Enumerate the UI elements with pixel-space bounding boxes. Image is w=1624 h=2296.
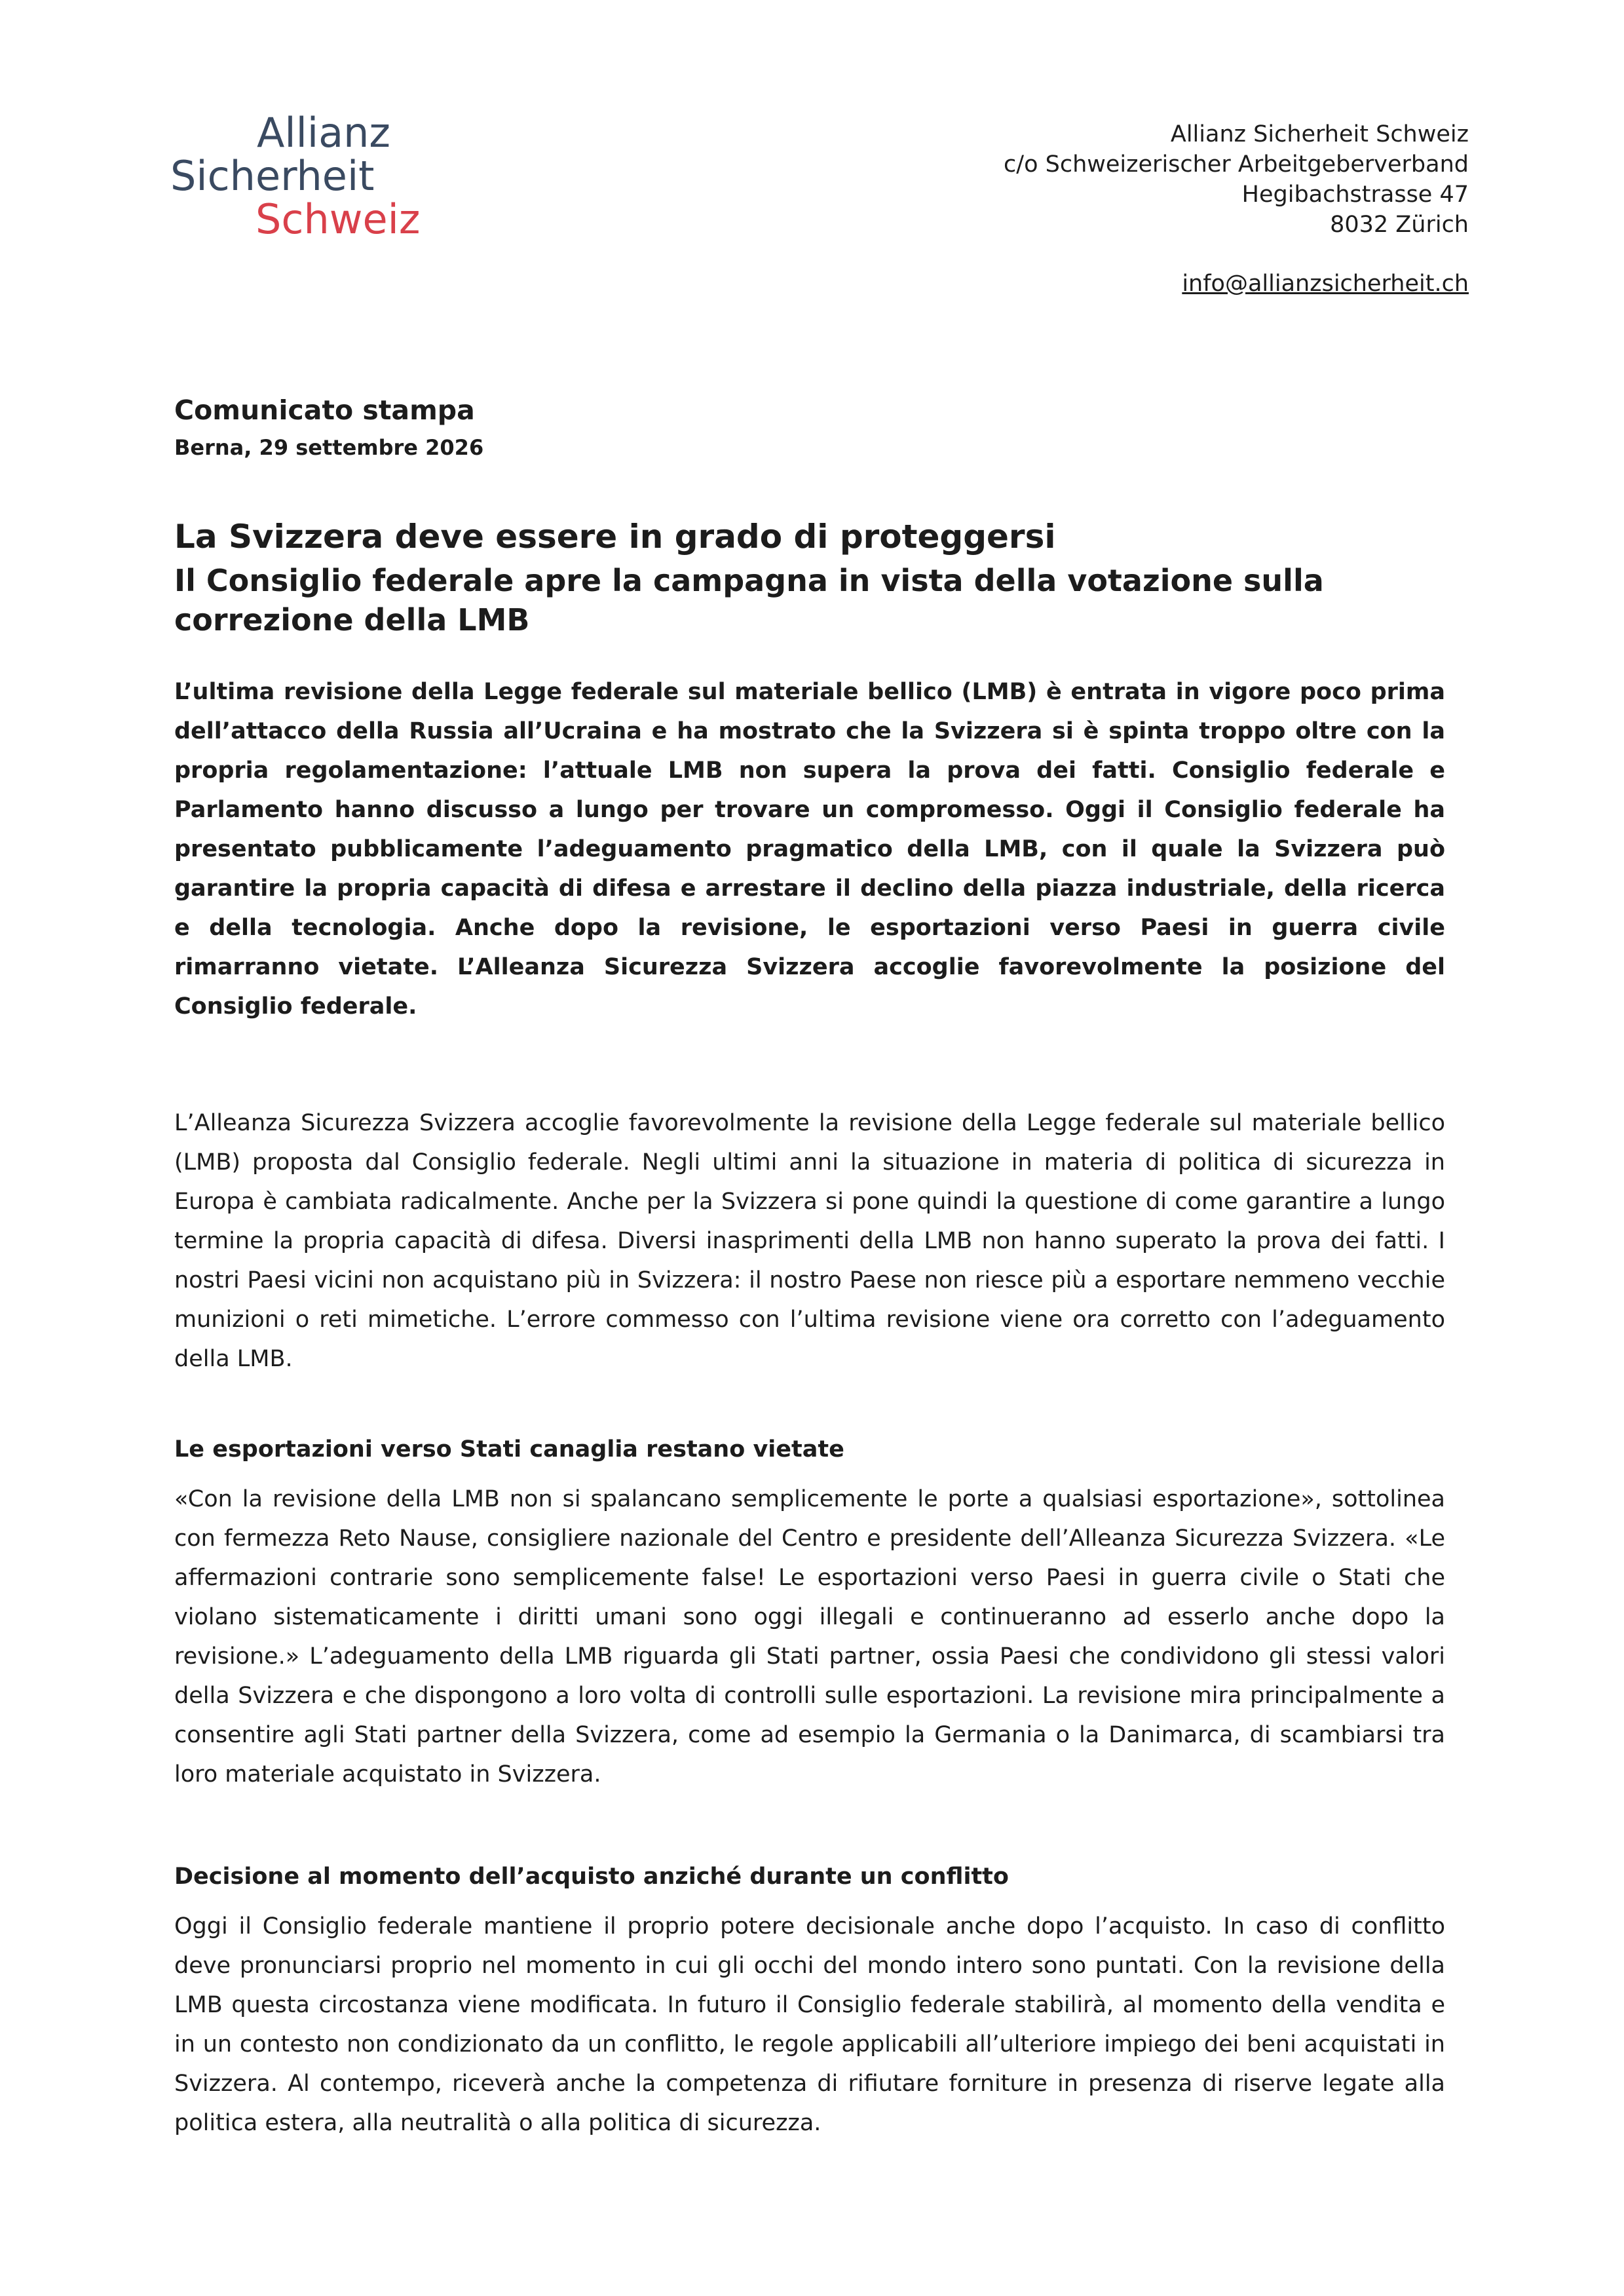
section-body-exports: «Con la revisione della LMB non si spalancano semplicemente le porte a qualsiasi esportazione», sottolinea con fermezza Reto Nause, consigliere nazionale del Centro e presidente dell’Alleanza Sicurezza Svizzera. «Le affermazioni contrarie sono semplicemente false! Le esportazioni verso Paesi in guerra civile o Stati che violano sistematicamente i diritti umani sono oggi illegali e continueranno ad esserlo anche dopo la revisione.» L’adeguamento della LMB riguarda gli Stati partner, ossia Paesi che condividono gli stessi valori della Svizzera e che dispongono a loro volta di controlli sulle esportazioni. La revisione mira principalmente a consentire agli Stati partner della Svizzera, come ad esempio la Germania o la Danimarca, di scambiarsi tra loro materiale acquistato in Svizzera. [174, 1486, 1445, 1788]
logo-line-sicherheit: Sicherheit [170, 152, 375, 200]
section-body-decision: Oggi il Consiglio federale mantiene il proprio potere decisionale anche dopo l’acquisto. In caso di conflitto deve pronunciarsi proprio nel momento in cui gli occhi del mondo intero sono puntati. Con la revisione della LMB questa circostanza viene modificata. In futuro il Consiglio federale stabilirà, al momento della vendita e in un contesto non condizionato da un conflitto, le regole applicabili all’ulteriore impiego dei beni acquistati in Svizzera. Al contempo, riceverà anche la competenza di rifiutare forniture in presenza di riserve legate alla politica estera, alla neutralità o alla politica di sicurezza. [174, 1913, 1445, 2136]
subheadline: Il Consiglio federale apre la campagna in vista della votazione sulla correzione della LMB [174, 563, 1324, 638]
sender-address [1004, 119, 1469, 299]
logo-line-schweiz: Schweiz [255, 195, 421, 243]
section-title-decision: Decisione al momento dell’acquisto anziché durante un conflitto [174, 1864, 1009, 1890]
email-link[interactable]: info@allianzsicherheit.ch [1182, 271, 1469, 297]
intro-paragraph: L’Alleanza Sicurezza Svizzera accoglie favorevolmente la revisione della Legge federale sul materiale bellico (LMB) proposta dal Consiglio federale. Negli ultimi anni la situazione in materia di politica di sicurezza in Europa è cambiata radicalmente. Anche per la Svizzera si pone quindi la questione di come garantire a lungo termine la propria capacità di difesa. Diversi inasprimenti della LMB non hanno superato la prova dei fatti. I nostri Paesi vicini non acquistano più in Svizzera: il nostro Paese non riesce più a esportare nemmeno vecchie munizioni o reti mimetiche. L’errore commesso con l’ultima revisione viene ora corretto con l’adeguamento della LMB. [174, 1110, 1445, 1372]
section-title-exports: Le esportazioni verso Stati canaglia restano vietate [174, 1436, 844, 1463]
headline: La Svizzera deve essere in grado di proteggersi [174, 518, 1056, 556]
release-date: Berna, 29 settembre 2026 [174, 435, 484, 460]
press-release-body [174, 393, 1445, 2143]
logo-line-allianz: Allianz [257, 109, 390, 157]
address-city: 8032 Zürich [1330, 212, 1469, 238]
address-name: Allianz Sicherheit Schweiz [1170, 121, 1469, 147]
organization-logo [170, 111, 445, 241]
address-co: c/o Schweizerischer Arbeitgeberverband [1004, 151, 1469, 178]
press-release-label: Comunicato stampa [174, 394, 475, 426]
address-street: Hegibachstrasse 47 [1241, 182, 1469, 208]
lead-paragraph: L’ultima revisione della Legge federale sul materiale bellico (LMB) è entrata in vigore poco prima dell’attacco della Russia all’Ucraina e ha mostrato che la Svizzera si è spinta troppo oltre con la propria regolamentazione: l’attuale LMB non supera la prova dei fatti. Consiglio federale e Parlamento hanno discusso a lungo per trovare un compromesso. Oggi il Consiglio federale ha presentato pubblicamente l’adeguamento pragmatico della LMB, con il quale la Svizzera può garantire la propria capacità di difesa e arrestare il declino della piazza industriale, della ricerca e della tecnologia. Anche dopo la revisione, le esportazioni verso Paesi in guerra civile rimarranno vietate. L’Alleanza Sicurezza Svizzera accoglie favorevolmente la posizione del Consiglio federale. [174, 679, 1445, 1020]
